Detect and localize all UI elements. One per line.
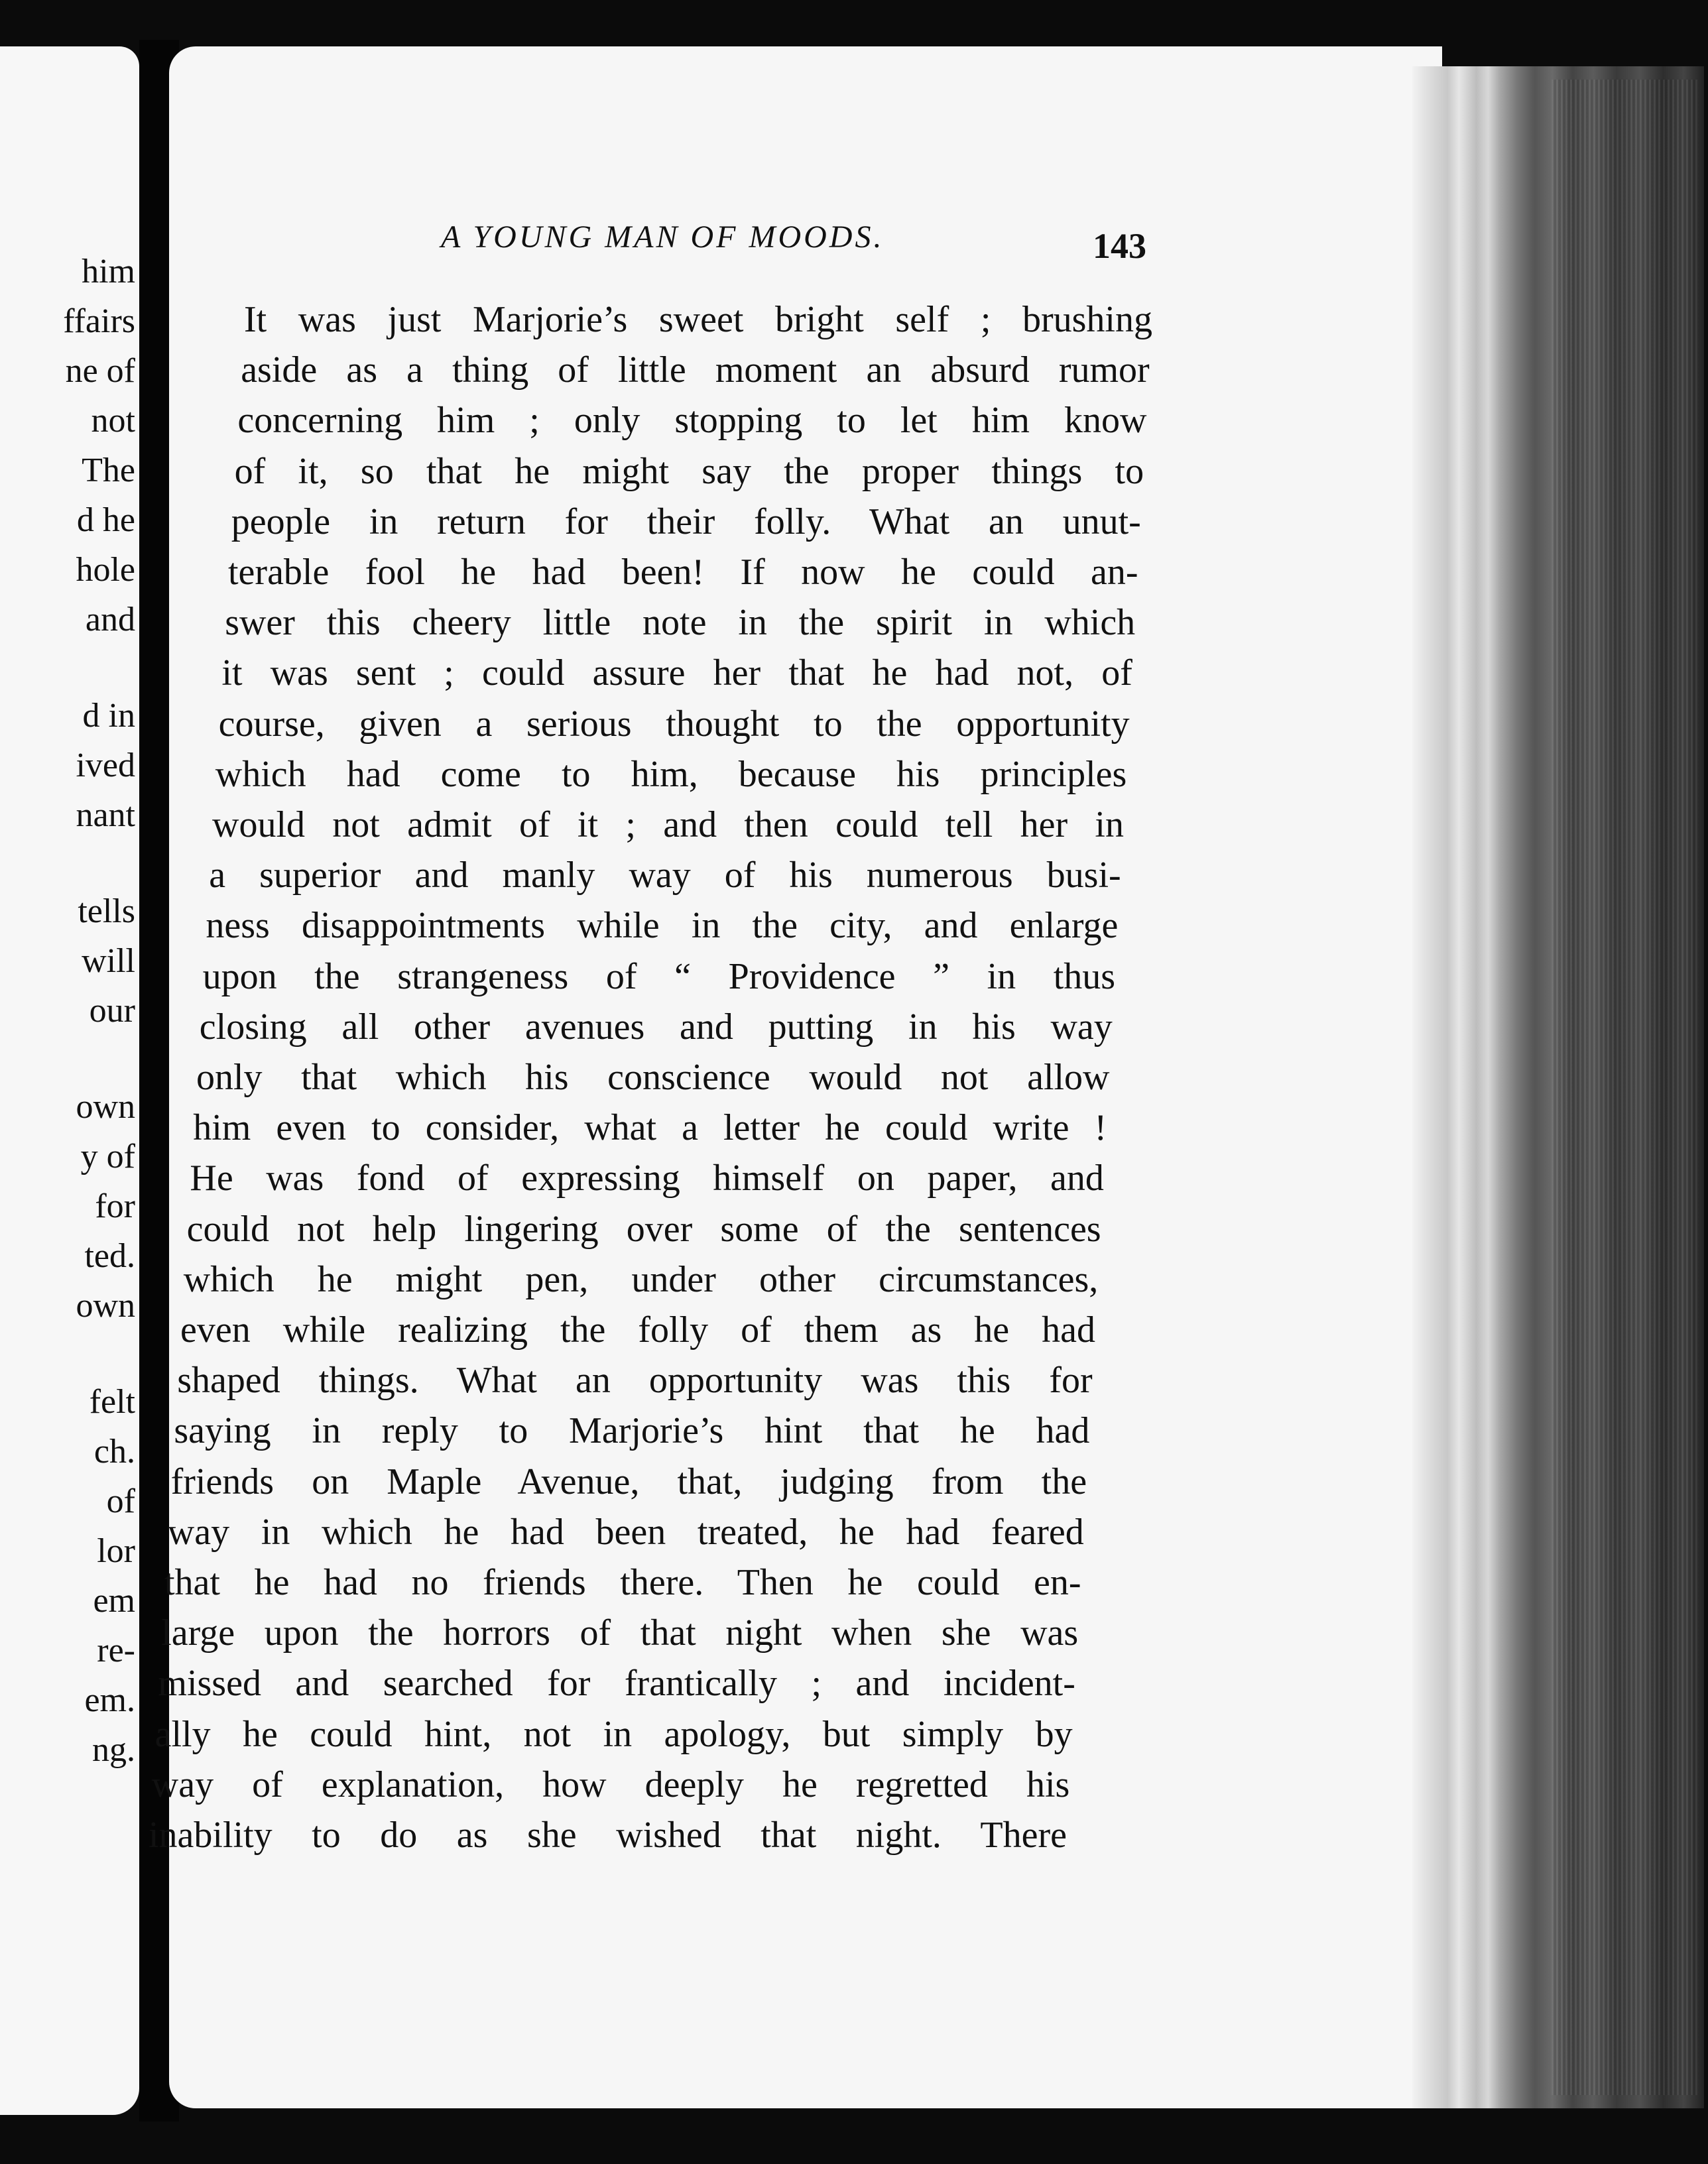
text-line: inability to do as she wished that night. There [149, 1815, 1067, 1856]
text-line: swer this cheery little note in the spirit in which [225, 602, 1136, 644]
left-page-line: felt [89, 1383, 135, 1421]
text-line: way of explanation, how deeply he regretted his [151, 1764, 1070, 1805]
left-page-line: ne of [65, 352, 135, 390]
left-page-line: nant [76, 796, 135, 834]
left-page-line: of [106, 1482, 135, 1520]
left-page-line: own [76, 1088, 135, 1126]
text-line: people in return for their folly. What an unut- [231, 501, 1141, 542]
left-page-line: hole [76, 551, 135, 589]
left-page-line: lor [97, 1532, 135, 1570]
text-line: him even to consider, what a letter he could write ! [193, 1107, 1107, 1149]
page-number: 143 [1093, 226, 1146, 266]
text-line: upon the strangeness of “ Providence ” in thus [202, 955, 1116, 997]
text-line: a superior and manly way of his numerous busi- [209, 855, 1121, 896]
left-page-line: him [82, 253, 135, 290]
text-line: closing all other avenues and putting in his way [199, 1006, 1113, 1048]
left-page-line: ived [76, 747, 135, 784]
left-page-line: ffairs [63, 302, 135, 340]
left-page-line: em [93, 1582, 135, 1620]
text-line: would not admit of it ; and then could tell her in [212, 804, 1124, 845]
text-line: that he had no friends there. Then he could en- [164, 1562, 1081, 1603]
left-page-line: will [82, 942, 135, 980]
text-line: even while realizing the folly of them as he had [180, 1309, 1095, 1351]
text-line: course, given a serious thought to the opportunity [218, 703, 1130, 745]
text-line: aside as a thing of little moment an absurd rumor [241, 349, 1150, 391]
left-page-line: and [85, 601, 135, 638]
text-line: concerning him ; only stopping to let him know [237, 400, 1147, 442]
text-line: ness disappointments while in the city, and enlarge [206, 905, 1119, 947]
left-page-line: em. [84, 1681, 135, 1719]
left-page-line: not [91, 402, 135, 440]
left-page-line: d he [76, 501, 135, 539]
text-line: could not help lingering over some of the sentences [186, 1208, 1101, 1250]
text-line: saying in reply to Marjorie’s hint that he had [174, 1410, 1090, 1452]
text-line: shaped things. What an opportunity was this for [177, 1360, 1093, 1402]
left-page-line: our [89, 992, 135, 1030]
left-page-line: The [82, 451, 135, 489]
text-line: ally he could hint, not in apology, but simply by [154, 1713, 1073, 1755]
text-line: only that which his conscience would not allow [196, 1057, 1110, 1098]
text-line: of it, so that he might say the proper things to [234, 450, 1144, 492]
left-page-line: tells [78, 892, 135, 930]
left-page-line: re- [97, 1632, 135, 1669]
text-line: large upon the horrors of that night when she was [161, 1612, 1079, 1654]
running-head: A YOUNG MAN OF MOODS. [441, 219, 884, 255]
text-line: It was just Marjorie’s sweet bright self ; brushing [244, 299, 1152, 340]
left-page-line: d in [82, 697, 135, 735]
text-line: it was sent ; could assure her that he had not, of [221, 652, 1132, 694]
left-page-line: own [76, 1287, 135, 1325]
text-line: which had come to him, because his principles [215, 753, 1127, 795]
left-page-line: for [95, 1187, 135, 1225]
left-page-line: y of [80, 1138, 135, 1175]
text-line: friends on Maple Avenue, that, judging from the [170, 1461, 1087, 1502]
text-line: way in which he had been treated, he had feared [167, 1511, 1084, 1553]
text-line: He was fond of expressing himself on paper, and [190, 1158, 1104, 1199]
text-line: terable fool he had been! If now he could an- [228, 552, 1138, 593]
left-page-line: ted. [84, 1237, 135, 1275]
text-line: which he might pen, under other circumstances, [183, 1258, 1099, 1300]
text-line: missed and searched for frantically ; and incident- [158, 1663, 1075, 1705]
left-page-line: ng. [92, 1731, 135, 1769]
left-page-line: ch. [93, 1433, 135, 1471]
